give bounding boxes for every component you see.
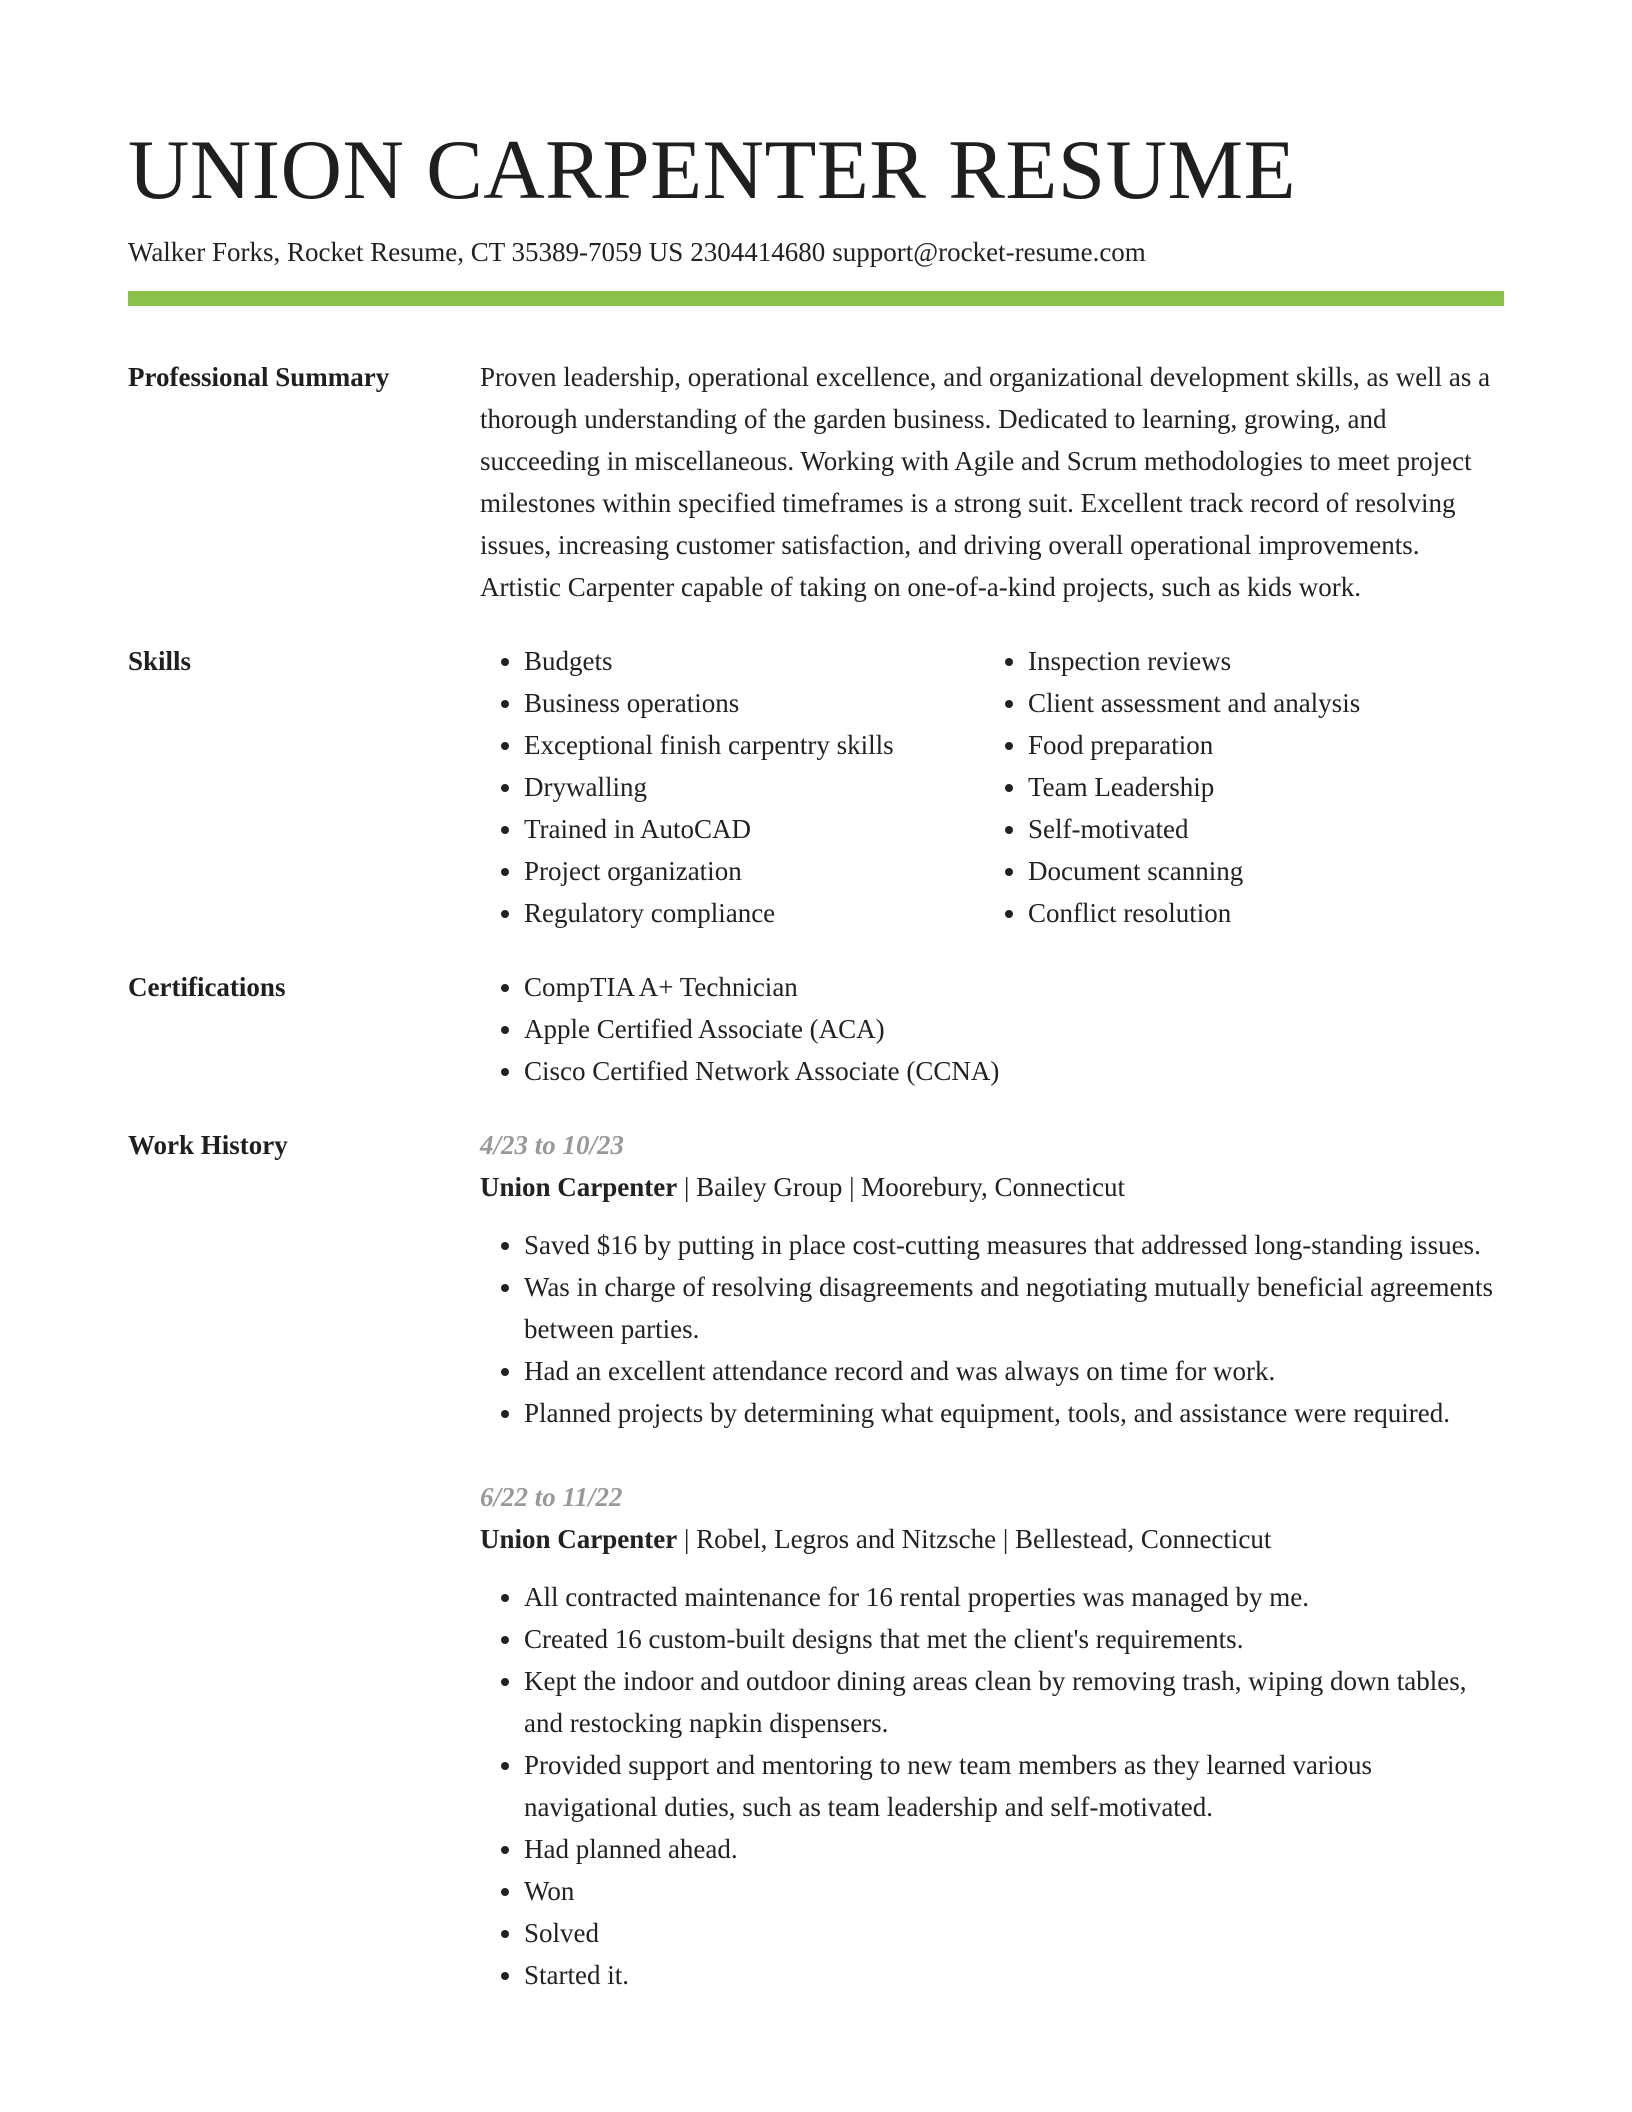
- job-bullet: • Provided support and mentoring to new team members as they learned various navigational duties, such as team leadership and self-motivated.: [524, 1744, 1504, 1828]
- skill-item: • Team Leadership: [1028, 766, 1488, 808]
- skill-item: • Budgets: [524, 640, 984, 682]
- certification-item: • CompTIA A+ Technician: [524, 966, 1504, 1008]
- skills-column-right: [984, 640, 1488, 934]
- skill-item: • Self-motivated: [1028, 808, 1488, 850]
- skill-item: • Trained in AutoCAD: [524, 808, 984, 850]
- job-dates: 4/23 to 10/23: [480, 1130, 625, 1160]
- skills-grid: [480, 640, 1504, 934]
- skills-list-right: [984, 640, 1488, 934]
- job-bullets: [480, 1224, 1504, 1434]
- work-history-section: [128, 1124, 1504, 1996]
- skills-section: [128, 640, 1504, 934]
- job-bullet: • Created 16 custom-built designs that met the client's requirements.: [524, 1618, 1504, 1660]
- job-bullet: • Had an excellent attendance record and was always on time for work.: [524, 1350, 1504, 1392]
- certification-item: • Apple Certified Associate (ACA): [524, 1008, 1504, 1050]
- certification-item: • Cisco Certified Network Associate (CCNA): [524, 1050, 1504, 1092]
- skills-list-left: [480, 640, 984, 934]
- skill-item: • Inspection reviews: [1028, 640, 1488, 682]
- contact-phone: 2304414680: [690, 237, 826, 267]
- certifications-heading: Certifications: [128, 972, 286, 1002]
- contact-line: [128, 234, 1504, 270]
- job-bullet: • Kept the indoor and outdoor dining areas clean by removing trash, wiping down tables, and restocking napkin dispensers.: [524, 1660, 1504, 1744]
- job-bullet: • Planned projects by determining what equipment, tools, and assistance were required.: [524, 1392, 1504, 1434]
- job-role: Union Carpenter: [480, 1172, 678, 1202]
- accent-divider: [128, 291, 1504, 306]
- work-history-heading: Work History: [128, 1130, 288, 1160]
- skill-item: • Business operations: [524, 682, 984, 724]
- certifications-body: [480, 966, 1504, 1092]
- skills-heading: Skills: [128, 646, 192, 676]
- skill-item: • Food preparation: [1028, 724, 1488, 766]
- job-role: Union Carpenter: [480, 1524, 678, 1554]
- contact-email: support@rocket-resume.com: [832, 237, 1146, 267]
- job-dates: 6/22 to 11/22: [480, 1482, 623, 1512]
- job-bullet: • All contracted maintenance for 16 rental properties was managed by me.: [524, 1576, 1504, 1618]
- skill-item: • Drywalling: [524, 766, 984, 808]
- job-bullet: • Had planned ahead.: [524, 1828, 1504, 1870]
- skills-column-left: [480, 640, 984, 934]
- job-bullets: [480, 1576, 1504, 1996]
- job-entry: [480, 1124, 1504, 1434]
- certifications-list: [480, 966, 1504, 1092]
- skill-item: • Regulatory compliance: [524, 892, 984, 934]
- skill-item: • Document scanning: [1028, 850, 1488, 892]
- work-history-body: [480, 1124, 1504, 1996]
- contact-address: Walker Forks, Rocket Resume, CT 35389-7059 US: [128, 237, 684, 267]
- skill-item: • Conflict resolution: [1028, 892, 1488, 934]
- summary-section: [128, 356, 1504, 608]
- job-company-location: | Bailey Group | Moorebury, Connecticut: [677, 1172, 1125, 1202]
- summary-text: Proven leadership, operational excellence, and organizational development skills, as well as a thorough understanding of the garden business. Dedicated to learning, growing, and succeeding in miscellaneous. Working with Agile and Scrum methodologies to meet project milestones within specified timeframes is a strong suit. Excellent track record of resolving issues, increasing customer satisfaction, and driving overall operational improvements. Artistic Carpenter capable of taking on one-of-a-kind projects, such as kids work.: [480, 362, 1491, 602]
- skills-body: [480, 640, 1504, 934]
- job-bullet: • Started it.: [524, 1954, 1504, 1996]
- skill-item: • Exceptional finish carpentry skills: [524, 724, 984, 766]
- job-heading: [480, 1166, 1504, 1208]
- job-bullet: • Won: [524, 1870, 1504, 1912]
- job-bullet: • Solved: [524, 1912, 1504, 1954]
- summary-heading: Professional Summary: [128, 362, 390, 392]
- certifications-section: [128, 966, 1504, 1092]
- job-heading: [480, 1518, 1504, 1560]
- job-bullet: • Saved $16 by putting in place cost-cutting measures that addressed long-standing issues.: [524, 1224, 1504, 1266]
- job-entry: [480, 1476, 1504, 1996]
- skill-item: • Project organization: [524, 850, 984, 892]
- resume-page: [128, 0, 1504, 1996]
- resume-title: UNION CARPENTER RESUME: [128, 123, 1297, 217]
- skill-item: • Client assessment and analysis: [1028, 682, 1488, 724]
- job-company-location: | Robel, Legros and Nitzsche | Bellestead, Connecticut: [677, 1524, 1272, 1554]
- job-bullet: • Was in charge of resolving disagreements and negotiating mutually beneficial agreements between parties.: [524, 1266, 1504, 1350]
